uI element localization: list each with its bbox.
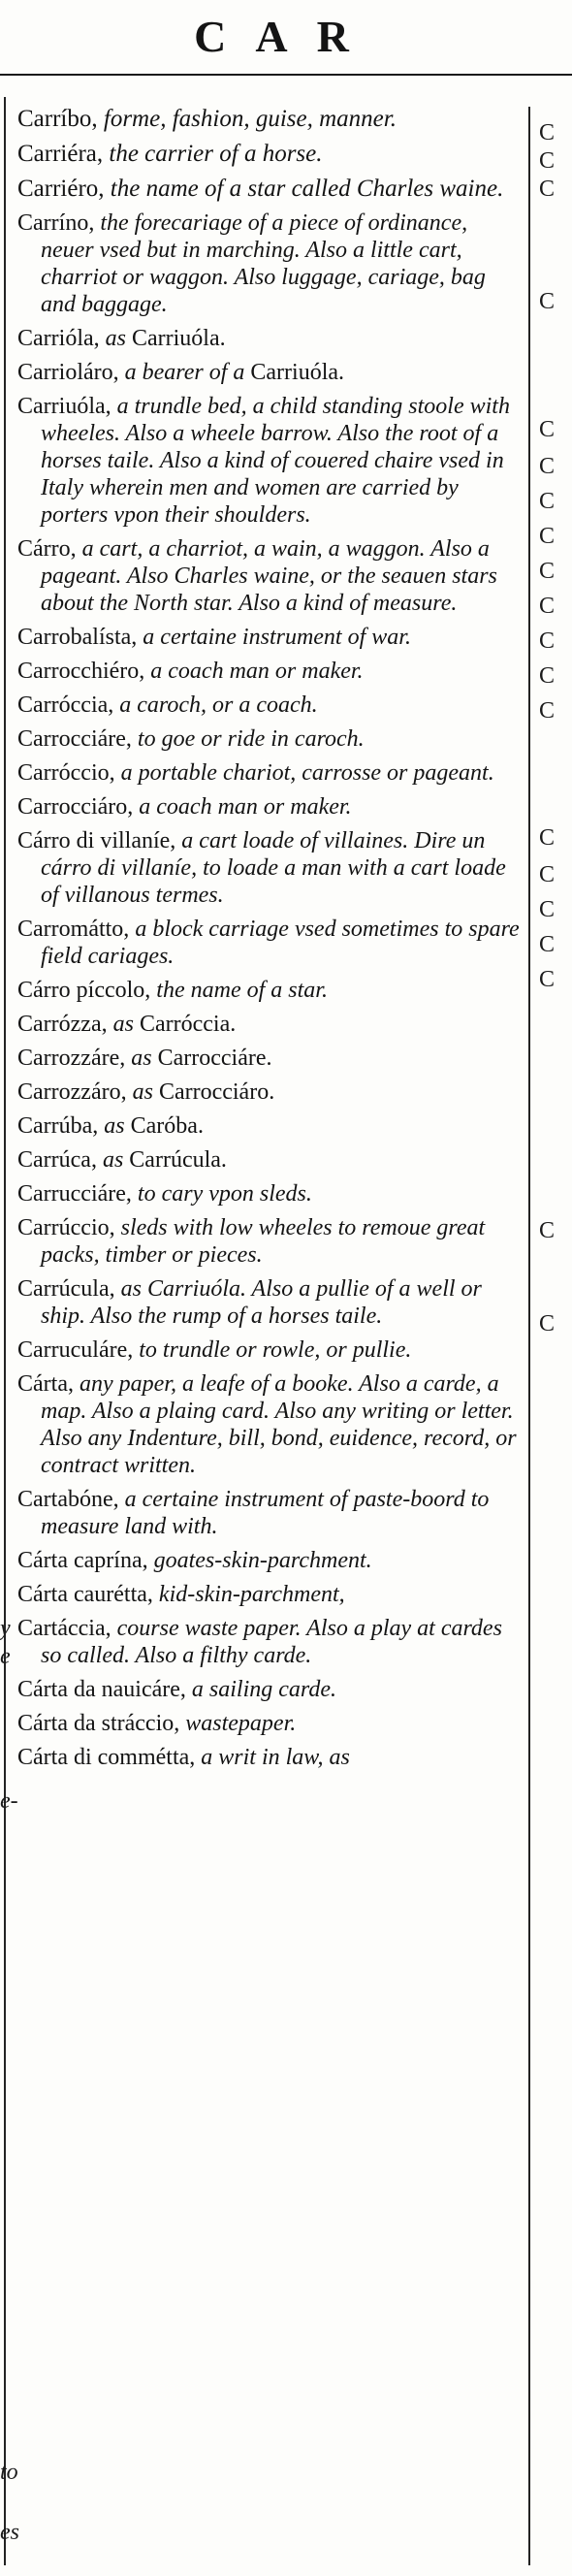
margin-fragment-right: C	[539, 559, 556, 584]
entry-cross-reference: Carriuóla.	[250, 360, 345, 385]
margin-fragment-left: es	[0, 2520, 19, 2545]
dictionary-entry	[17, 1275, 522, 1330]
right-column-rule	[528, 107, 530, 2565]
entry-definition: as	[104, 1113, 125, 1139]
margin-fragment-left: e-	[0, 1788, 18, 1814]
entry-definition: a cart loade of villaines. Dire un cárro di villaníe, to loade a man with a cart loade of villanous termes.	[41, 828, 506, 908]
margin-fragment-right: C	[539, 454, 556, 479]
dictionary-entry	[17, 209, 522, 318]
entry-definition: the forecariage of a piece of ordinance, neuer vsed but in marching. Also a little cart, charriot or waggon. Also luggage, cariage, bag and baggage.	[41, 210, 486, 317]
entry-headword: Carrúca,	[17, 1147, 97, 1173]
margin-fragment-right: C	[539, 698, 556, 724]
entry-headword: Carróccio,	[17, 760, 115, 786]
entry-definition: to cary vpon sleds.	[137, 1181, 312, 1207]
margin-fragment-right: C	[539, 417, 556, 442]
header-rule	[0, 74, 572, 76]
margin-fragment-right: C	[539, 628, 556, 654]
dictionary-entry	[17, 793, 522, 821]
entry-cross-reference: Carróccia.	[139, 1012, 237, 1037]
entry-headword: Cartáccia,	[17, 1616, 111, 1641]
entry-definition: a sailing carde.	[191, 1677, 337, 1702]
entry-headword: Carruculáre,	[17, 1337, 134, 1363]
entry-definition: wastepaper.	[185, 1711, 297, 1736]
dictionary-entry	[17, 1486, 522, 1540]
dictionary-entry	[17, 1744, 522, 1771]
margin-fragment-left: to	[0, 2460, 18, 2485]
entry-headword: Cárta caprína,	[17, 1548, 148, 1573]
entry-headword: Carriéro,	[17, 176, 105, 202]
dictionary-entry	[17, 1079, 522, 1106]
entry-definition: course waste paper. Also a play at cardes so called. Also a filthy carde.	[41, 1616, 502, 1668]
entry-headword: Carríno,	[17, 210, 95, 236]
entry-definition: as	[132, 1079, 153, 1105]
entry-definition: sleds with low wheeles to remoue great packs, timber or pieces.	[41, 1215, 486, 1268]
margin-fragment-right: C	[539, 825, 556, 851]
entry-definition: as	[131, 1046, 152, 1071]
entry-headword: Carrúcula,	[17, 1276, 115, 1302]
entry-definition: a block carriage vsed sometimes to spare field cariages.	[41, 917, 520, 969]
margin-fragment-left: e	[0, 1644, 11, 1669]
entry-definition: to goe or ride in caroch.	[137, 726, 365, 752]
dictionary-entry	[17, 759, 522, 787]
margin-fragment-right: C	[539, 289, 556, 314]
entry-headword: Cárro píccolo,	[17, 978, 151, 1003]
margin-fragment-left: y	[0, 1616, 11, 1641]
entries-column	[17, 105, 522, 1778]
entry-definition: the name of a star called Charles waine.	[110, 176, 504, 202]
entry-definition: as Carriuóla. Also a pullie of a well or ship. Also the rump of a horses taile.	[41, 1276, 482, 1329]
entry-cross-reference: Carrúcula.	[129, 1147, 227, 1173]
dictionary-entry	[17, 692, 522, 719]
dictionary-entry	[17, 1146, 522, 1174]
entry-definition: kid-skin-parchment,	[158, 1582, 345, 1607]
entry-definition: to trundle or rowle, or pullie.	[139, 1337, 412, 1363]
entry-headword: Carrocciáre,	[17, 726, 132, 752]
margin-fragment-right: C	[539, 148, 556, 174]
dictionary-entry	[17, 827, 522, 909]
entry-definition: the name of a star.	[156, 978, 328, 1003]
margin-fragment-right: C	[539, 594, 556, 619]
entry-definition: a portable chariot, carrosse or pageant.	[120, 760, 494, 786]
entry-headword: Cárta da stráccio,	[17, 1711, 180, 1736]
entry-headword: Cartabóne,	[17, 1487, 119, 1512]
margin-fragment-right: C	[539, 177, 556, 202]
dictionary-entry	[17, 624, 522, 651]
entry-headword: Carrocchiéro,	[17, 659, 145, 684]
entry-definition: as	[105, 326, 126, 351]
entry-definition: the carrier of a horse.	[109, 141, 323, 167]
entry-headword: Cárta da nauicáre,	[17, 1677, 186, 1702]
dictionary-entry	[17, 1011, 522, 1038]
entry-headword: Carrocciáro,	[17, 794, 134, 820]
entry-definition: any paper, a leafe of a booke. Also a carde, a map. Also a plaing card. Also any writing or letter. Also any Indenture, bill, bond, euidence, record, or contract written.	[41, 1371, 517, 1478]
dictionary-entry	[17, 1045, 522, 1072]
dictionary-entry	[17, 725, 522, 753]
margin-fragment-right: C	[539, 120, 556, 145]
dictionary-entry	[17, 916, 522, 970]
entry-headword: Carrióla,	[17, 326, 100, 351]
margin-fragment-right: C	[539, 897, 556, 922]
entry-definition: a trundle bed, a child standing stoole with wheeles. Also a wheele barrow. Also the root of a horses taile. Also a kind of couered chaire vsed in Italy wherein men and women are carried by porters vpon their shoulders.	[41, 394, 510, 528]
entry-cross-reference: Carrocciáro.	[158, 1079, 275, 1105]
entry-definition: a writ in law, as	[201, 1745, 350, 1770]
entry-definition: a coach man or maker.	[139, 794, 352, 820]
entry-definition: goates-skin-parchment.	[153, 1548, 372, 1573]
entry-headword: Carróccia,	[17, 692, 114, 718]
margin-fragment-right: C	[539, 489, 556, 514]
dictionary-entry	[17, 1615, 522, 1669]
entry-definition: a cart, a charriot, a wain, a waggon. Also a pageant. Also Charles waine, or the seauen stars about the North star. Also a kind of measure.	[41, 536, 497, 616]
margin-fragment-right: C	[539, 663, 556, 689]
entry-headword: Carríbo,	[17, 106, 98, 132]
margin-fragment-right: C	[539, 524, 556, 549]
entry-headword: Carriuóla,	[17, 394, 111, 419]
entry-headword: Carrúba,	[17, 1113, 99, 1139]
margin-fragment-right: C	[539, 932, 556, 957]
dictionary-entry	[17, 535, 522, 617]
margin-fragment-right: C	[539, 967, 556, 992]
entry-definition: a coach man or maker.	[150, 659, 364, 684]
dictionary-entry	[17, 1710, 522, 1737]
entry-definition: a bearer of a	[124, 360, 245, 385]
entry-cross-reference: Carrocciáre.	[157, 1046, 272, 1071]
entry-headword: Carrozzáro,	[17, 1079, 127, 1105]
left-column-rule	[4, 97, 6, 2565]
dictionary-entry	[17, 1214, 522, 1269]
entry-definition: as	[102, 1147, 124, 1173]
dictionary-entry	[17, 1112, 522, 1140]
dictionary-entry	[17, 658, 522, 685]
entry-headword: Carrúccio,	[17, 1215, 115, 1240]
margin-fragment-right: C	[539, 1311, 556, 1336]
dictionary-entry	[17, 393, 522, 529]
entry-definition: forme, fashion, guise, manner.	[103, 106, 397, 132]
entry-definition: a certaine instrument of war.	[143, 625, 411, 650]
dictionary-entry	[17, 175, 522, 203]
dictionary-entry	[17, 977, 522, 1004]
entry-headword: Cárta di commétta,	[17, 1745, 196, 1770]
entry-headword: Carrózza,	[17, 1012, 108, 1037]
entry-headword: Carrobalísta,	[17, 625, 138, 650]
dictionary-entry	[17, 359, 522, 386]
entry-headword: Cárro di villaníe,	[17, 828, 176, 853]
entry-cross-reference: Carriuóla.	[131, 326, 226, 351]
entry-headword: Cárta,	[17, 1371, 74, 1397]
entry-headword: Cárro,	[17, 536, 77, 562]
dictionary-entry	[17, 105, 522, 133]
dictionary-entry	[17, 325, 522, 352]
entry-headword: Cárta caurétta,	[17, 1582, 153, 1607]
dictionary-entry	[17, 1676, 522, 1703]
entry-headword: Carrozzáre,	[17, 1046, 126, 1071]
entry-definition: a certaine instrument of paste-boord to measure land with.	[41, 1487, 490, 1539]
entry-headword: Carriéra,	[17, 141, 104, 167]
entry-definition: as	[112, 1012, 134, 1037]
dictionary-entry	[17, 140, 522, 168]
dictionary-entry	[17, 1336, 522, 1364]
dictionary-entry	[17, 1180, 522, 1208]
entry-headword: Carrucciáre,	[17, 1181, 132, 1207]
margin-fragment-right: C	[539, 1218, 556, 1243]
dictionary-entry	[17, 1581, 522, 1608]
running-head: CAR	[194, 12, 378, 61]
dictionary-entry	[17, 1370, 522, 1479]
entry-headword: Carrioláro,	[17, 360, 119, 385]
entry-cross-reference: Caróba.	[130, 1113, 204, 1139]
dictionary-entry	[17, 1547, 522, 1574]
entry-definition: a caroch, or a coach.	[119, 692, 318, 718]
margin-fragment-right: C	[539, 862, 556, 887]
entry-headword: Carromátto,	[17, 917, 130, 942]
